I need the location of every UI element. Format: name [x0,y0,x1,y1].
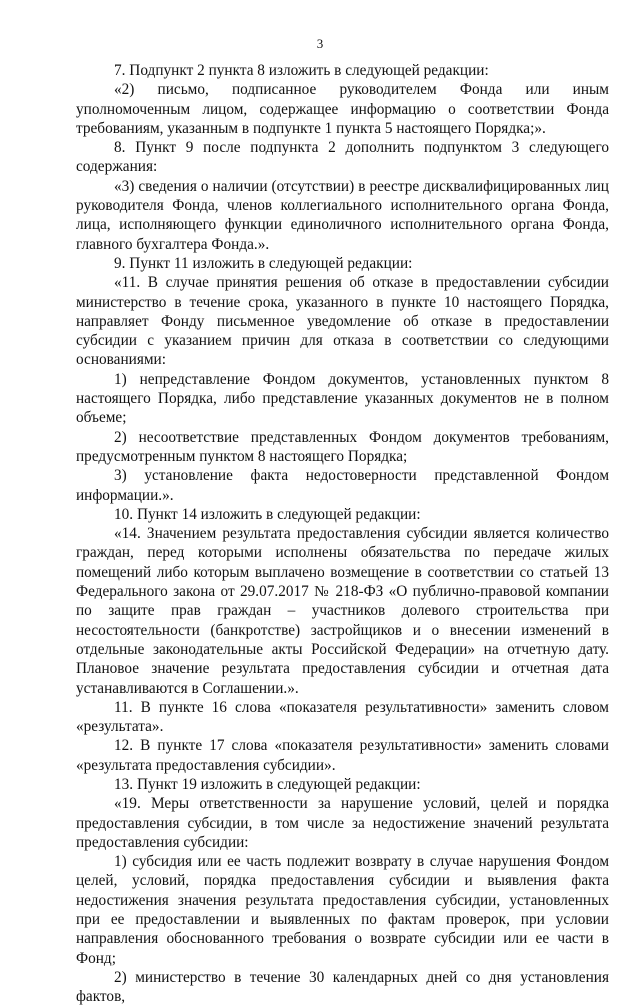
paragraph: «19. Меры ответственности за нарушение условий, целей и порядка предоставления субсидии, в том числе за недостижение значений результата предоставления субсидии: [76,795,609,851]
paragraph: 13. Пункт 19 изложить в следующей редакции: [114,775,421,793]
paragraph: 8. Пункт 9 после подпункта 2 дополнить подпунктом 3 следующего содержания: [76,139,609,176]
paragraph: «2) письмо, подписанное руководителем Фонда или иным уполномоченным лицом, содержащее информацию о соответствии Фонда требованиям, указанным в подпункте 1 пункта 5 настоящего Порядка;». [76,81,609,137]
paragraph: 2) министерство в течение 30 календарных дней со дня установления фактов, [76,968,609,1006]
paragraph: 10. Пункт 14 изложить в следующей редакции: [114,505,421,523]
page-number: 3 [316,36,324,51]
paragraph: 1) непредставление Фондом документов, установленных пунктом 8 настоящего Порядка, либо представление указанных документов не в полном объеме; [76,370,609,427]
paragraph: «11. В случае принятия решения об отказе в предоставлении субсидии министерство в течение срока, указанного в пункте 10 настоящего Порядка, направляет Фонду письменное уведомление об отказе в предоставлении субсидии с указанием причин для отказа в соответствии со следующими основаниями: [76,274,609,369]
paragraph: 2) несоответствие представленных Фондом документов требованиям, предусмотренным пунктом 8 настоящего Порядка; [76,428,609,465]
paragraph: «14. Значением результата предоставления субсидии является количество граждан, перед которыми исполнены обязательства по передаче жилых помещений либо которым выплачено возмещение в соответствии со статьей 13 Федерального закона от 29.07.2017 № 218-ФЗ «О публично-правовой компании по защите прав граждан – участников долевого строительства при несостоятельности (банкротстве) застройщиков и о внесении изменений в отдельные законодательные акты Российской Федерации» на отчетную дату. Плановое значение результата предоставления субсидии и отчетная дата устанавливаются в Соглашении.». [76,525,609,697]
paragraph: «3) сведения о наличии (отсутствии) в реестре дисквалифицированных лиц руководителя Фонда, членов коллегиального исполнительного органа Фонда, лица, исполняющего функции единоличного исполнительного органа Фонда, главного бухгалтера Фонда.». [76,177,609,253]
paragraph: 1) субсидия или ее часть подлежит возврату в случае нарушения Фондом целей, условий, порядка предоставления субсидии и выявления факта недостижения значения результата предоставления субсидии, установленных при ее предоставлении и выявленных по фактам проверок, при условии направления обоснованного требования о возврате субсидии или ее части в Фонд; [76,853,609,967]
paragraph: 12. В пункте 17 слова «показателя результативности» заменить словами «результата предоставления субсидии». [76,737,609,774]
paragraph: 9. Пункт 11 изложить в следующей редакции: [114,254,413,272]
paragraph: 3) установление факта недостоверности представленной Фондом информации.». [76,467,609,504]
document-body [76,61,609,1007]
paragraph: 7. Подпункт 2 пункта 8 изложить в следующей редакции: [114,62,489,79]
paragraph: 11. В пункте 16 слова «показателя результативности» заменить словом «результата». [76,698,609,736]
